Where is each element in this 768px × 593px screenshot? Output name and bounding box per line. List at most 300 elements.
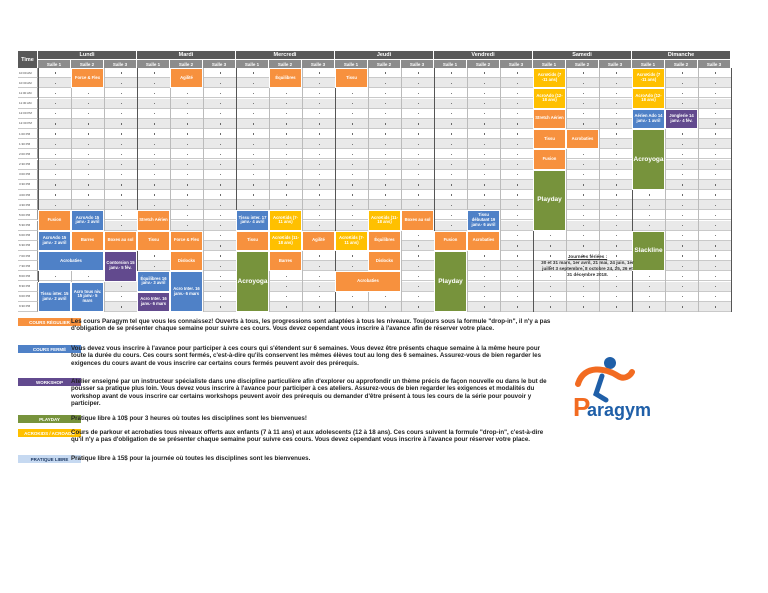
empty-slot-marker [88,123,89,124]
empty-slot-marker [484,276,485,277]
empty-slot-marker [286,144,287,145]
empty-slot-marker [55,123,56,124]
time-label: 6:00 PM [18,231,38,241]
empty-slot-marker [154,133,155,134]
empty-slot-marker [121,93,122,94]
empty-slot-marker [418,306,419,307]
logo-letter: P [573,392,591,422]
empty-slot-marker [352,123,353,124]
empty-slot-marker [121,133,122,134]
empty-slot-marker [715,245,716,246]
room-header: Salle 1 [533,59,566,68]
empty-slot-marker [187,154,188,155]
empty-slot-marker [319,276,320,277]
empty-slot-marker [319,93,320,94]
empty-slot-marker [220,144,221,145]
empty-slot-marker [484,83,485,84]
day-header: Jeudi [335,51,434,59]
empty-slot-marker [517,72,518,73]
empty-slot-marker [418,123,419,124]
empty-slot-marker [418,276,419,277]
time-label: 11:00 AM [18,88,38,98]
class-block[interactable]: Aérien Ado 14 janv.- 1 avril [632,109,665,129]
empty-slot-marker [385,123,386,124]
empty-slot-marker [649,194,650,195]
empty-slot-marker [583,306,584,307]
class-block[interactable]: Tissu [335,68,368,88]
room-header: Salle 1 [335,59,368,68]
empty-slot-marker [616,184,617,185]
time-label: 1:00 PM [18,129,38,139]
empty-slot-marker [715,184,716,185]
empty-slot-marker [220,93,221,94]
time-label: 5:30 PM [18,221,38,231]
class-block[interactable]: Tissu débutant 19 janv.- 6 avril [467,210,500,230]
class-block[interactable]: AcroAdo 15 janv.- 2 avril [71,210,104,230]
empty-slot-marker [88,276,89,277]
class-block[interactable]: Force & Flex [71,68,104,88]
empty-slot-marker [484,255,485,256]
class-block[interactable]: Acroyoga [236,251,269,312]
empty-slot-marker [715,194,716,195]
empty-slot-marker [319,83,320,84]
empty-slot-marker [187,215,188,216]
empty-slot-marker [583,194,584,195]
column-divider [665,68,666,312]
class-block[interactable]: Dislocks [368,251,401,271]
day-header: Lundi [38,51,137,59]
empty-slot-marker [88,194,89,195]
class-block[interactable]: Fusion [38,210,71,230]
empty-slot-marker [616,215,617,216]
empty-slot-marker [253,83,254,84]
class-block[interactable]: Boxes au sol [401,210,434,230]
day-header: Samedi [533,51,632,59]
column-divider [500,68,501,312]
room-header: Salle 1 [137,59,170,68]
empty-slot-marker [55,194,56,195]
class-block[interactable]: Stretch Aérien [137,210,170,230]
class-block[interactable]: AcroAdo 15 janv.- 2 avril [38,231,71,251]
empty-slot-marker [583,123,584,124]
empty-slot-marker [583,215,584,216]
empty-slot-marker [220,72,221,73]
empty-slot-marker [154,266,155,267]
empty-slot-marker [253,72,254,73]
empty-slot-marker [385,184,386,185]
empty-slot-marker [319,255,320,256]
empty-slot-marker [616,306,617,307]
class-block[interactable]: Dislocks [170,251,203,271]
class-block[interactable]: Équilibres [368,231,401,251]
empty-slot-marker [253,133,254,134]
day-header: Dimanche [632,51,731,59]
empty-slot-marker [451,83,452,84]
class-block[interactable]: Tissu [236,231,269,251]
empty-slot-marker [88,144,89,145]
empty-slot-marker [187,123,188,124]
class-block[interactable]: Agilité [170,68,203,88]
class-block[interactable]: AcroAdo (12-18 ans) [533,88,566,108]
empty-slot-marker [715,215,716,216]
empty-slot-marker [154,72,155,73]
empty-slot-marker [517,83,518,84]
room-header: Salle 2 [467,59,500,68]
empty-slot-marker [715,72,716,73]
empty-slot-marker [385,133,386,134]
empty-slot-marker [187,194,188,195]
empty-slot-marker [385,144,386,145]
class-block[interactable]: Acrobaties [467,231,500,251]
empty-slot-marker [418,205,419,206]
empty-slot-marker [418,245,419,246]
empty-slot-marker [418,266,419,267]
room-header: Salle 1 [632,59,665,68]
class-block[interactable]: Tissu inter. 17 janv.- 4 avril [236,210,269,230]
class-block[interactable]: AcroKids (11-18 ans) [269,231,302,251]
empty-slot-marker [220,184,221,185]
empty-slot-marker [187,144,188,145]
room-header: Salle 2 [71,59,104,68]
room-header: Salle 2 [368,59,401,68]
class-block[interactable]: Contorsion 15 janv.- 5 fév. [104,251,137,282]
empty-slot-marker [88,133,89,134]
empty-slot-marker [352,306,353,307]
empty-slot-marker [517,266,518,267]
empty-slot-marker [220,154,221,155]
class-block[interactable]: AcroKids (7 -11 ans) [632,68,665,88]
empty-slot-marker [121,215,122,216]
empty-slot-marker [616,154,617,155]
empty-slot-marker [154,93,155,94]
time-label: 11:30 AM [18,99,38,109]
column-divider [71,68,72,312]
empty-slot-marker [55,205,56,206]
empty-slot-marker [418,93,419,94]
legend-badge: ACROKIDS / ACROADO [18,429,81,437]
room-header: Salle 2 [566,59,599,68]
time-label: 3:00 PM [18,170,38,180]
legend-description: Vous devez vous inscrire à l'avance pour participer à ces cours qui s'étendent sur 6 semaines. Vous devez être présents chaque semaine à la même heure pour toute la durée du cours. Ces cours sont fermés, c'est-à-dire qu'ils conservent les mêmes élèves tout au long des 6 semaines. Assurez-vous de bien regarder les exigences du cours avant de vous inscrire car certains cours fermés peuvent avoir des prérequis. [71,345,542,367]
empty-slot-marker [385,205,386,206]
empty-slot-marker [484,144,485,145]
room-header: Salle 3 [302,59,335,68]
empty-slot-marker [55,72,56,73]
empty-slot-marker [154,154,155,155]
empty-slot-marker [715,276,716,277]
logo-head-icon [604,357,616,369]
empty-slot-marker [451,144,452,145]
empty-slot-marker [517,194,518,195]
class-block[interactable]: AcroKids (11-18 ans) [368,210,401,230]
empty-slot-marker [517,133,518,134]
room-header: Salle 3 [401,59,434,68]
class-block[interactable]: Barres [269,251,302,271]
room-header: Salle 3 [500,59,533,68]
legend-badge: COURS RÉGULIER [18,318,81,326]
empty-slot-marker [220,245,221,246]
time-header: Time [18,51,38,68]
empty-slot-marker [616,83,617,84]
empty-slot-marker [220,194,221,195]
empty-slot-marker [121,184,122,185]
logo-arc-icon [578,369,632,384]
class-block[interactable]: Agilité [302,231,335,251]
class-block[interactable]: Acro tous niv. 15 janv.- 5 mars [71,282,104,313]
empty-slot-marker [121,194,122,195]
class-block[interactable]: AcroKids (7-11 ans) [269,210,302,230]
paragym-logo [566,354,652,424]
empty-slot-marker [352,93,353,94]
time-label: 7:00 PM [18,251,38,261]
class-block[interactable]: Fusion [533,149,566,169]
time-label: 10:30 AM [18,78,38,88]
empty-slot-marker [220,276,221,277]
empty-slot-marker [451,215,452,216]
class-block[interactable]: Équilibres 16 janv.- 3 avril [137,271,170,291]
empty-slot-marker [352,144,353,145]
legend-badge: PRATIQUE LIBRE [18,455,81,463]
class-block[interactable]: Équilibres [269,68,302,88]
empty-slot-marker [319,215,320,216]
empty-slot-marker [220,205,221,206]
empty-slot-marker [352,215,353,216]
empty-slot-marker [517,93,518,94]
empty-slot-marker [253,93,254,94]
class-block[interactable]: AcroKids (7-11 ans) [335,231,368,251]
class-block[interactable]: Force & Flex [170,231,203,251]
day-header: Mercredi [236,51,335,59]
class-block[interactable]: Acrobaties [38,251,104,271]
column-divider [302,68,303,312]
class-block[interactable]: Playday [533,170,566,231]
empty-slot-marker [550,306,551,307]
room-header: Salle 1 [38,59,71,68]
empty-slot-marker [682,276,683,277]
empty-slot-marker [451,205,452,206]
empty-slot-marker [682,306,683,307]
time-label: 4:00 PM [18,190,38,200]
empty-slot-marker [715,255,716,256]
class-block[interactable]: Acrobaties [335,271,401,291]
time-label: 4:30 PM [18,200,38,210]
class-block[interactable]: Barres [71,231,104,251]
empty-slot-marker [517,154,518,155]
empty-slot-marker [154,123,155,124]
empty-slot-marker [583,154,584,155]
empty-slot-marker [319,184,320,185]
empty-slot-marker [616,144,617,145]
empty-slot-marker [616,205,617,206]
empty-slot-marker [55,144,56,145]
empty-slot-marker [418,72,419,73]
class-block[interactable]: Fusion [434,231,467,251]
time-label: 2:30 PM [18,160,38,170]
empty-slot-marker [154,255,155,256]
class-block[interactable]: Tissu [533,129,566,149]
empty-slot-marker [319,123,320,124]
empty-slot-marker [682,245,683,246]
empty-slot-marker [418,83,419,84]
empty-slot-marker [286,205,287,206]
room-header: Salle 1 [434,59,467,68]
class-block[interactable]: Slackline [632,231,665,272]
empty-slot-marker [484,93,485,94]
empty-slot-marker [286,93,287,94]
room-header: Salle 2 [170,59,203,68]
empty-slot-marker [583,83,584,84]
empty-slot-marker [517,123,518,124]
empty-slot-marker [220,123,221,124]
class-block[interactable]: Acro Inter. 16 janv.- 6 mars [170,271,203,312]
empty-slot-marker [55,93,56,94]
empty-slot-marker [517,276,518,277]
empty-slot-marker [616,93,617,94]
empty-slot-marker [352,184,353,185]
time-label: 10:00 AM [18,68,38,78]
empty-slot-marker [220,255,221,256]
legend-badge: PLAYDAY [18,415,81,423]
empty-slot-marker [286,184,287,185]
column-divider [38,68,39,312]
empty-slot-marker [715,133,716,134]
day-header: Vendredi [434,51,533,59]
empty-slot-marker [319,72,320,73]
empty-slot-marker [418,255,419,256]
empty-slot-marker [55,83,56,84]
class-block[interactable]: Tissu [137,231,170,251]
class-block[interactable]: Acrobaties [566,129,599,149]
day-header: Mardi [137,51,236,59]
holidays-text: 30 et 31 mars, 1er avril, 21 mai, 24 juin, 1er juillet 3 septembre, 8 octobre 24, 25, 26 et 31 décembre 2018. [541,259,634,277]
empty-slot-marker [682,215,683,216]
empty-slot-marker [616,133,617,134]
time-label: 12:30 PM [18,119,38,129]
empty-slot-marker [682,255,683,256]
logo-wordmark: aragym [587,400,652,420]
empty-slot-marker [187,133,188,134]
empty-slot-marker [88,93,89,94]
class-block[interactable]: AcroAdo (12-18 ans) [632,88,665,108]
legend-badge: WORKSHOP [18,378,81,386]
class-block[interactable]: Acro Inter. 16 janv.- 6 mars [137,292,170,312]
empty-slot-marker [55,184,56,185]
empty-slot-marker [319,133,320,134]
empty-slot-marker [484,154,485,155]
empty-slot-marker [517,306,518,307]
empty-slot-marker [451,133,452,134]
empty-slot-marker [418,133,419,134]
column-divider [698,68,699,312]
empty-slot-marker [682,93,683,94]
empty-slot-marker [517,255,518,256]
empty-slot-marker [121,154,122,155]
time-label: 8:30 PM [18,282,38,292]
empty-slot-marker [286,276,287,277]
empty-slot-marker [88,154,89,155]
empty-slot-marker [253,123,254,124]
class-block[interactable]: AcroKids (7 -11 ans) [533,68,566,88]
empty-slot-marker [517,205,518,206]
empty-slot-marker [352,255,353,256]
empty-slot-marker [484,123,485,124]
empty-slot-marker [187,205,188,206]
room-header: Salle 3 [203,59,236,68]
empty-slot-marker [385,154,386,155]
empty-slot-marker [715,266,716,267]
empty-slot-marker [220,215,221,216]
class-block[interactable]: Stretch Aérien [533,109,566,129]
empty-slot-marker [484,205,485,206]
empty-slot-marker [682,133,683,134]
class-block[interactable]: Jonglerie 14 janv.- 4 fév. [665,109,698,129]
empty-slot-marker [616,245,617,246]
empty-slot-marker [55,133,56,134]
legend-description: Pratique libre à 15$ pour la journée où toutes les disciplines sont les bienvenues. [71,455,311,462]
empty-slot-marker [715,93,716,94]
class-block[interactable]: Boxes au sol [104,231,137,251]
empty-slot-marker [319,154,320,155]
empty-slot-marker [253,154,254,155]
empty-slot-marker [352,266,353,267]
empty-slot-marker [154,205,155,206]
empty-slot-marker [220,133,221,134]
empty-slot-marker [484,184,485,185]
empty-slot-marker [253,144,254,145]
time-label: 6:30 PM [18,241,38,251]
room-header: Salle 3 [698,59,731,68]
empty-slot-marker [121,144,122,145]
legend-badge: COURS FERMÉ [18,345,81,353]
column-divider [203,68,204,312]
empty-slot-marker [286,154,287,155]
time-label: 3:30 PM [18,180,38,190]
empty-slot-marker [616,72,617,73]
legend-description: Cours de parkour et acrobaties tous niveaux offerts aux enfants (7 à 11 ans) et aux adolescents (12 à 18 ans). Ces cours suivent la formule "drop-in", c'est-à-dire qu'il n'y a pas d'obligation de se présenter chaque semaine pour suivre ces cours. Vous devez cependant vous inscrire à l'avance pour réserver votre place. [71,429,544,444]
empty-slot-marker [682,154,683,155]
time-label: 8:00 PM [18,271,38,281]
empty-slot-marker [682,266,683,267]
empty-slot-marker [583,205,584,206]
room-header: Salle 3 [104,59,137,68]
column-divider [731,68,732,312]
legend-description: Pratique libre à 10$ pour 3 heures où toutes les disciplines sont les bienvenues! [71,415,307,422]
empty-slot-marker [253,194,254,195]
empty-slot-marker [352,194,353,195]
empty-slot-marker [517,245,518,246]
empty-slot-marker [253,205,254,206]
empty-slot-marker [286,123,287,124]
empty-slot-marker [55,154,56,155]
empty-slot-marker [88,184,89,185]
room-header: Salle 3 [599,59,632,68]
class-block[interactable]: Playday [434,251,467,312]
legend-description: Atelier enseigné par un instructeur spécialiste dans une discipline particulière afin d'explorer ou approfondir un thème précis de façon nouvelle ou dans le but de pousser sa pratique plus loin. Vous devez vous inscrire à l'avance pour participer à ces ateliers. Assurez-vous de bien regarder les exigences et modalités du workshop avant de vous inscrire car certains workshops peuvent avoir des prérequis ou demander d'être présent à tous les cours de la série pour pouvoir y participer. [71,378,547,408]
empty-slot-marker [418,194,419,195]
class-block[interactable]: Acroyoga [632,129,665,190]
empty-slot-marker [583,184,584,185]
column-divider [467,68,468,312]
empty-slot-marker [715,205,716,206]
class-block[interactable]: Tissu inter. 15 janv.- 2 avril [38,282,71,313]
empty-slot-marker [649,205,650,206]
empty-slot-marker [484,72,485,73]
empty-slot-marker [682,72,683,73]
empty-slot-marker [55,276,56,277]
empty-slot-marker [418,154,419,155]
column-divider [269,68,270,312]
empty-slot-marker [352,205,353,206]
